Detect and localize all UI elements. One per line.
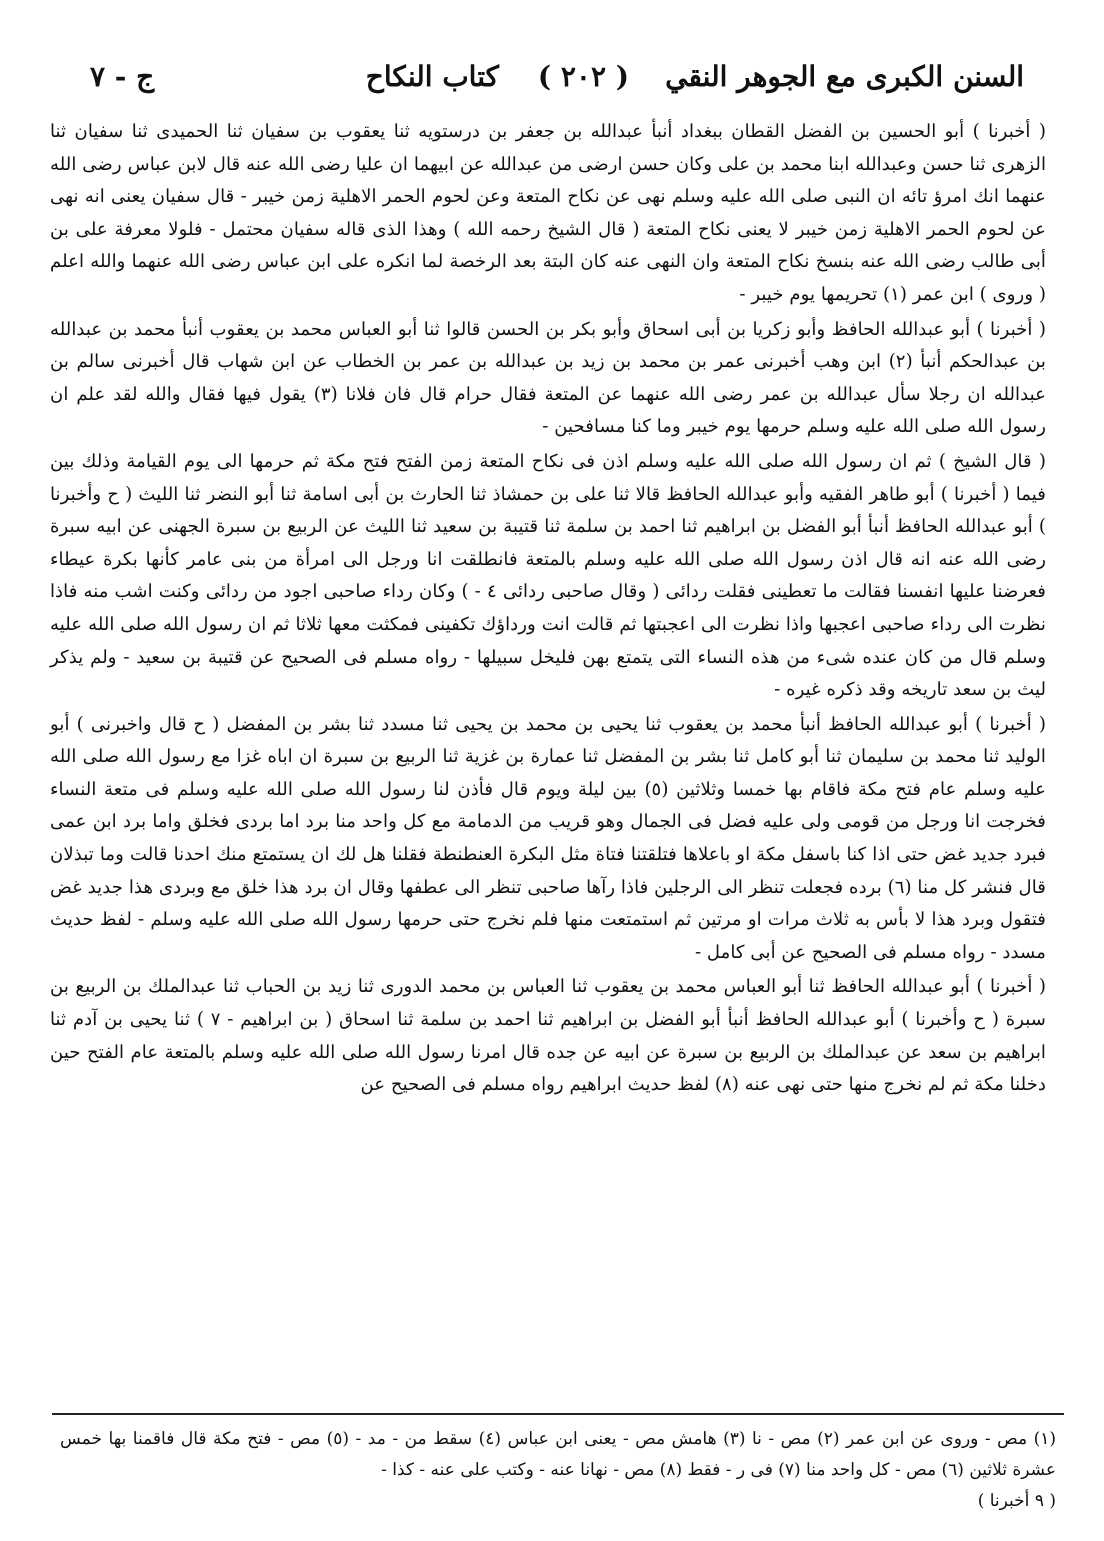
paragraph: ( أخبرنا ) أبو الحسين بن الفضل القطان ببغداد أنبأ عبدالله بن جعفر بن درستويه ثنا يعقوب بن سفيان ثنا الحميدى ثنا سفيان ثنا الزهرى ثنا حسن وعبدالله ابنا محمد بن على وكان حسن ارضى من عبدالله عن ابيهما ان عليا رضى الله عنه قال لابن عباس رضى الله عنهما انك امرؤ تائه ان النبى صلى الله عليه وسلم نهى عن نكاح المتعة وعن لحوم الحمر الاهلية زمن خيبر - قال سفيان يعنى انه نهى عن لحوم الحمر الاهلية زمن خيبر لا يعنى نكاح المتعة ( قال الشيخ رحمه الله ) وهذا الذى قاله سفيان محتمل - فلولا معرفة على بن أبى طالب رضى الله عنه بنسخ نكاح المتعة وان النهى عنه كان البتة بعد الرخصة لما انكره على ابن عباس رضى الله عنهما والله اعلم ( وروى ) ابن عمر (١) تحريمها يوم خيبر -: [50, 121, 1046, 305]
page-number: ( ٢٠٢ ): [537, 60, 629, 93]
footnote-continuation: ( ٩ أخبرنا ): [977, 1491, 1056, 1511]
volume-label: ج - ٧: [90, 60, 155, 93]
chapter-title: كتاب النكاح: [365, 60, 499, 93]
paragraph: ( أخبرنا ) أبو عبدالله الحافظ أنبأ محمد بن يعقوب ثنا يحيى بن محمد بن يحيى ثنا مسدد ثنا بشر بن المفضل ( ح قال واخبرنى ) أبو الوليد ثنا محمد بن سليمان ثنا أبو كامل ثنا بشر بن المفضل ثنا عمارة بن غزية ثنا الربيع بن سبرة ان اباه غزا مع رسول الله صلى الله عليه وسلم عام فتح مكة فاقام بها خمسا وثلاثين (٥) بين ليلة ويوم قال فأذن لنا رسول الله صلى الله عليه وسلم فى متعة النساء فخرجت انا ورجل من قومى ولى عليه فضل فى الجمال وهو قريب من الدمامة مع كل واحد منا برد اما بردى فخلق واما برد ابن عمى فبرد جديد غض حتى اذا كنا باسفل مكة او باعلاها فتلقتنا فتاة مثل البكرة العنطنطة فقلنا هل لك ان يستمتع منك احدنا قالت وما تبذلان قال فنشر كل منا (٦) برده فجعلت تنظر الى الرجلين فاذا رآها صاحبى تنظر الى عطفها وقال ان برد هذا خلق مع وبردى هذا جديد غض فتقول وبرد هذا لا بأس به ثلاث مرات او مرتين ثم استمتعت منها فلم نخرج حتى حرمها رسول الله صلى الله عليه وسلم - لفظ حديث مسدد - رواه مسلم فى الصحيح عن أبى كامل -: [50, 713, 1046, 963]
footnote-text: (١) مص - وروى عن ابن عمر (٢) مص - نا (٣) هامش مص - يعنى ابن عباس (٤) سقط من - مد - (٥) مص - فتح مكة قال فاقمنا بها خمس عشرة ثلاثين (٦) مص - كل واحد منا (٧) فى ر - فقط (٨) مص - نهانا عنه - وكتب على عنه - كذا -: [60, 1429, 1056, 1480]
paragraph: ( أخبرنا ) أبو عبدالله الحافظ ثنا أبو العباس محمد بن يعقوب ثنا العباس بن محمد الدورى ثنا زيد بن الحباب ثنا عبدالملك بن الربيع بن سبرة ( ح وأخبرنا ) أبو عبدالله الحافظ أنبأ أبو الفضل بن ابراهيم ثنا احمد بن سلمة ثنا اسحاق ( بن ابراهيم - ٧ ) ثنا يحيى بن آدم ثنا ابراهيم بن سعد عن عبدالملك بن الربيع بن سبرة عن ابيه عن جده قال امرنا رسول الله صلى الله عليه وسلم بالمتعة عام الفتح حين دخلنا مكة ثم لم نخرج منها حتى نهى عنه (٨) لفظ حديث ابراهيم رواه مسلم فى الصحيح عن: [50, 976, 1046, 1096]
book-title: السنن الكبرى مع الجوهر النقي: [665, 60, 1024, 93]
footnotes: [60, 1424, 1056, 1517]
paragraph: ( قال الشيخ ) ثم ان رسول الله صلى الله عليه وسلم اذن فى نكاح المتعة زمن الفتح فتح مكة ثم حرمها الى يوم القيامة وذلك بين فيما ( أخبرنا ) أبو طاهر الفقيه وأبو عبدالله الحافظ قالا ثنا على بن حمشاذ ثنا الحارث بن أبى اسامة ثنا أبو النضر ثنا الليث ( ح وأخبرنا ) أبو عبدالله الحافظ أنبأ أبو الفضل بن ابراهيم ثنا احمد بن سلمة ثنا قتيبة بن سعيد ثنا الليث عن الربيع بن سبرة الجهنى عن ابيه سبرة رضى الله عنه انه قال اذن رسول الله صلى الله عليه وسلم بالمتعة فانطلقت انا ورجل الى امرأة من بنى عامر كأنها بكرة عيطاء فعرضنا عليها انفسنا فقالت ما تعطينى فقلت ردائى ( وقال صاحبى ردائى ٤ - ) وكان رداء صاحبى اجود من ردائى وكنت اشب منه فاذا نظرت الى رداء صاحبى اعجبها واذا نظرت الى اعجبتها ثم قالت انت ورداؤك تكفينى فمكثت معها ثلاثا ثم ان رسول الله صلى الله عليه وسلم قال من كان عنده شىء من هذه النساء التى يتمتع بهن فليخل سبيلها - رواه مسلم فى الصحيح عن قتيبة بن سعيد - ولم يذكر ليث بن سعد تاريخه وقد ذكره غيره -: [50, 450, 1046, 701]
footnote-divider: [52, 1413, 1064, 1415]
main-text: [50, 116, 1046, 1104]
running-header: [90, 60, 1024, 104]
paragraph: ( أخبرنا ) أبو عبدالله الحافظ وأبو زكريا بن أبى اسحاق وأبو بكر بن الحسن قالوا ثنا أبو العباس محمد بن يعقوب أنبأ محمد بن عبدالله بن عبدالحكم أنبأ (٢) ابن وهب أخبرنى عمر بن محمد بن زيد بن عبدالله بن عمر بن الخطاب عن ابن شهاب قال أخبرنى سالم بن عبدالله ان رجلا سأل عبدالله بن عمر رضى الله عنهما عن المتعة فقال حرام قال فان فلانا (٣) يقول فيها فقال والله لقد علم ان رسول الله صلى الله عليه وسلم حرمها يوم خيبر وما كنا مسافحين -: [50, 318, 1046, 438]
